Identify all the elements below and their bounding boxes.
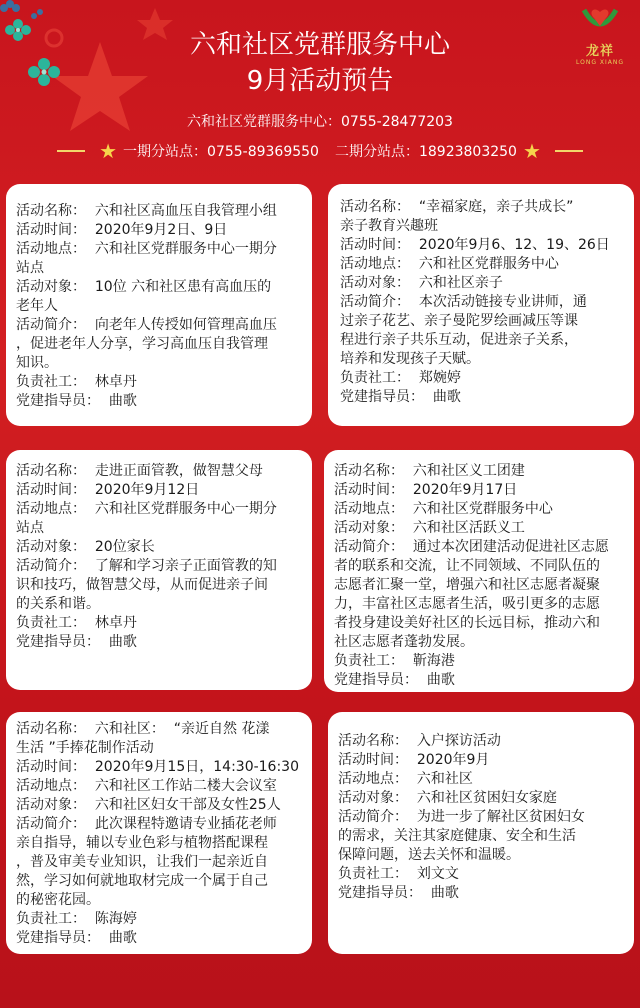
activity-line: 党建指导员： 曲歌 bbox=[334, 672, 455, 688]
activity-line: 活动简介： 为进一步了解社区贫困妇女 bbox=[338, 809, 585, 825]
activity-line: 负责社工： 郑婉婷 bbox=[340, 370, 461, 386]
activity-line: 活动名称： 六和社区高血压自我管理小组 bbox=[16, 203, 277, 219]
divider-line bbox=[555, 150, 583, 152]
page-subtitle: 9月活动预告 bbox=[246, 66, 394, 96]
activity-line: 的需求，关注其家庭健康、安全和生活 bbox=[338, 828, 576, 844]
activity-line: 保障问题，送去关怀和温暖。 bbox=[338, 847, 520, 863]
star-icon: ★ bbox=[99, 139, 118, 163]
activity-line: 志愿者汇聚一堂，增强六和社区志愿者凝聚 bbox=[334, 577, 600, 593]
activity-line: 程进行亲子共乐互动，促进亲子关系， bbox=[340, 332, 578, 348]
activity-line: 负责社工： 林卓丹 bbox=[16, 615, 137, 631]
activity-line: 负责社工： 陈海婷 bbox=[16, 911, 137, 927]
logo-subtitle: LONG XIANG bbox=[575, 59, 625, 66]
activity-line: 社区志愿者蓬勃发展。 bbox=[334, 634, 474, 650]
activity-line: 活动地点： 六和社区党群服务中心一期分 bbox=[16, 241, 277, 257]
activity-line: 然，学习如何就地取材完成一个属于自己 bbox=[16, 873, 268, 889]
activity-line: 活动名称： 走进正面管教，做智慧父母 bbox=[16, 463, 263, 479]
activity-line: 活动对象： 六和社区贫困妇女家庭 bbox=[338, 790, 557, 806]
activity-line: 过亲子花艺、亲子曼陀罗绘画减压等课 bbox=[340, 313, 578, 329]
activity-line: 活动名称： 六和社区义工团建 bbox=[334, 463, 525, 479]
activity-line: 亲子教育兴趣班 bbox=[340, 218, 438, 234]
activity-line: 活动对象： 六和社区亲子 bbox=[340, 275, 503, 291]
activity-line: 活动简介： 通过本次团建活动促进社区志愿 bbox=[334, 539, 609, 555]
activity-line: 活动简介： 此次课程特邀请专业插花老师 bbox=[16, 816, 277, 832]
activity-line: 活动时间： 2020年9月17日 bbox=[334, 482, 518, 498]
activity-line: 活动时间： 2020年9月12日 bbox=[16, 482, 200, 498]
activity-line: 站点 bbox=[16, 260, 44, 276]
activity-line: 活动时间： 2020年9月 bbox=[338, 752, 490, 768]
activity-line: 党建指导员： 曲歌 bbox=[16, 393, 137, 409]
activity-line: 负责社工： 林卓丹 bbox=[16, 374, 137, 390]
activity-line: 活动地点： 六和社区 bbox=[338, 771, 473, 787]
activity-line: 活动名称： 六和社区： “亲近自然 花漾 bbox=[16, 721, 270, 737]
activity-line: 的关系和谐。 bbox=[16, 596, 100, 612]
branch1-phone: 一期分站点：0755-89369550 bbox=[123, 144, 319, 160]
activity-line: 识和技巧，做智慧父母，从而促进亲子间 bbox=[16, 577, 268, 593]
activity-line: 活动对象： 六和社区活跃义工 bbox=[334, 520, 525, 536]
activity-line: ，促进老年人分享，学习高血压自我管理 bbox=[16, 336, 268, 352]
logo-name: 龙祥 bbox=[585, 44, 614, 59]
activity-line: 培养和发现孩子天赋。 bbox=[340, 351, 480, 367]
activity-line: 活动名称： 入户探访活动 bbox=[338, 733, 501, 749]
activity-line: 党建指导员： 曲歌 bbox=[340, 389, 461, 405]
activity-line: 活动地点： 六和社区党群服务中心一期分 bbox=[16, 501, 277, 517]
activity-card bbox=[6, 184, 312, 426]
activity-line: 党建指导员： 曲歌 bbox=[16, 930, 137, 946]
activity-line: 站点 bbox=[16, 520, 44, 536]
activity-line: 亲自指导，辅以专业色彩与植物搭配课程 bbox=[16, 835, 268, 851]
activity-line: ，普及审美专业知识，让我们一起亲近自 bbox=[16, 854, 268, 870]
activity-line: 活动对象： 20位家长 bbox=[16, 539, 155, 555]
activity-line: 活动简介： 了解和学习亲子正面管教的知 bbox=[16, 558, 277, 574]
activity-card bbox=[6, 450, 312, 690]
divider-line bbox=[57, 150, 85, 152]
star-icon: ★ bbox=[522, 139, 541, 163]
activity-line: 知识。 bbox=[16, 355, 58, 371]
activity-line: 活动简介： 本次活动链接专业讲师，通 bbox=[340, 294, 587, 310]
activity-line: 活动对象： 六和社区妇女干部及女性25人 bbox=[16, 797, 281, 813]
activity-line: 负责社工： 刘文文 bbox=[338, 866, 459, 882]
activity-card bbox=[324, 450, 634, 692]
activity-line: 活动地点： 六和社区党群服务中心 bbox=[334, 501, 553, 517]
activity-line: 活动简介： 向老年人传授如何管理高血压 bbox=[16, 317, 277, 333]
activity-card bbox=[328, 712, 634, 954]
activity-line: 活动时间： 2020年9月15日，14:30-16:30 bbox=[16, 759, 299, 775]
activity-line: 负责社工： 靳海港 bbox=[334, 653, 455, 669]
activity-line: 活动名称： “幸福家庭，亲子共成长” bbox=[340, 199, 574, 215]
activity-line: 者投身建设美好社区的长远目标，推动六和 bbox=[334, 615, 600, 631]
activity-line: 活动对象： 10位 六和社区患有高血压的 bbox=[16, 279, 272, 295]
activity-line: 的秘密花园。 bbox=[16, 892, 100, 908]
branch-phones bbox=[0, 141, 640, 161]
page-title: 六和社区党群服务中心 bbox=[189, 30, 450, 60]
activity-card bbox=[328, 184, 634, 426]
activity-line: 活动时间： 2020年9月2日、9日 bbox=[16, 222, 228, 238]
activity-line: 活动时间： 2020年9月6、12、19、26日 bbox=[340, 237, 610, 253]
activity-line: 力，丰富社区志愿者生活，吸引更多的志愿 bbox=[334, 596, 600, 612]
activity-line: 生活 ”手捧花制作活动 bbox=[16, 740, 154, 756]
activity-line: 党建指导员： 曲歌 bbox=[338, 885, 459, 901]
activity-line: 党建指导员： 曲歌 bbox=[16, 634, 137, 650]
branch2-phone: 二期分站点：18923803250 bbox=[334, 144, 517, 160]
activity-line: 者的联系和交流，让不同领域、不同队伍的 bbox=[334, 558, 600, 574]
activity-line: 老年人 bbox=[16, 298, 58, 314]
activity-line: 活动地点： 六和社区工作站二楼大会议室 bbox=[16, 778, 277, 794]
activity-line: 活动地点： 六和社区党群服务中心 bbox=[340, 256, 559, 272]
center-phone: 六和社区党群服务中心：0755-28477203 bbox=[187, 114, 453, 130]
activity-card bbox=[6, 712, 312, 954]
flower-icon bbox=[0, 0, 43, 19]
